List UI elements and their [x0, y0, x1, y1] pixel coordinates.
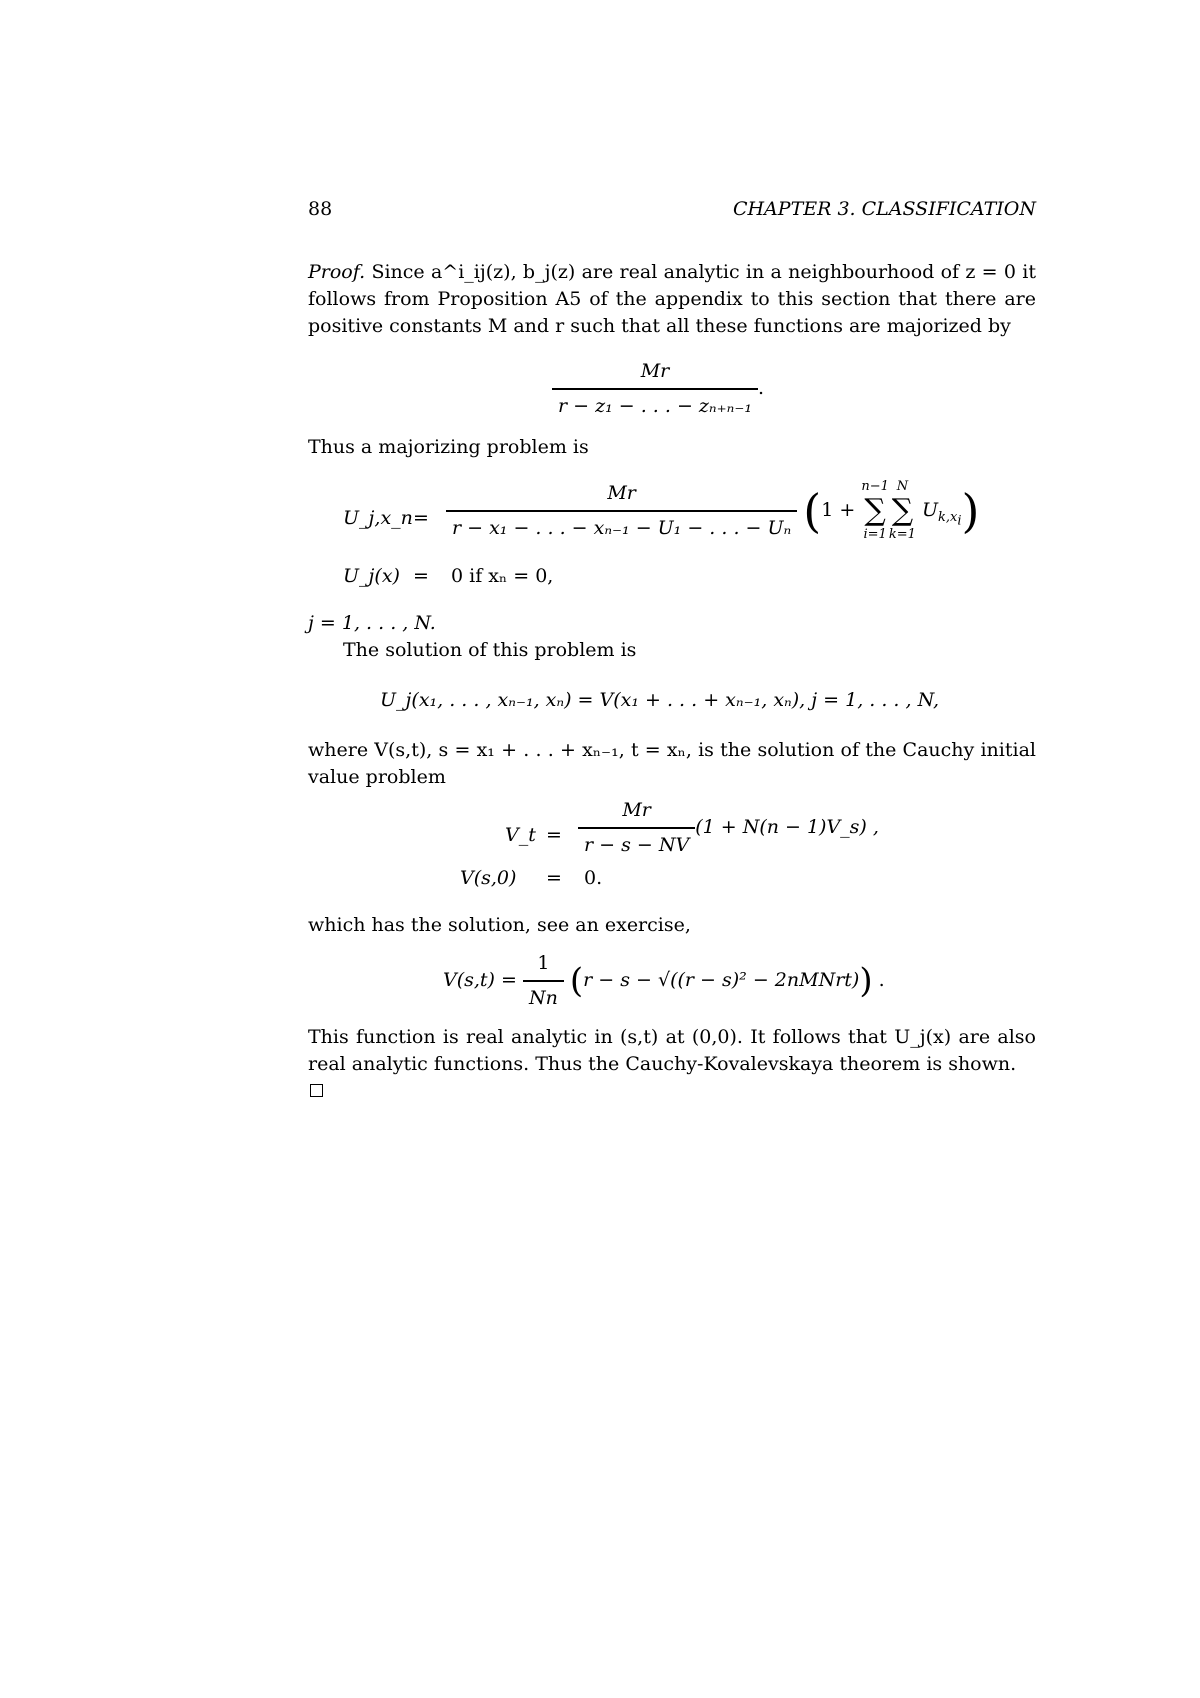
- majorizing-paragraph: Thus a majorizing problem is: [308, 436, 589, 458]
- majorant-numerator: Mr: [640, 360, 670, 382]
- cauchy-rhs-1: [578, 797, 879, 859]
- system-lhs-1: U_j,x_n: [343, 507, 413, 529]
- qed-square-icon: [310, 1084, 323, 1097]
- cauchy-denominator: r − s − NV: [578, 827, 695, 859]
- system-numerator: Mr: [607, 482, 636, 504]
- sum-upper-k: N: [896, 479, 909, 494]
- majorant-display: [552, 358, 764, 420]
- system-rhs-2: 0 if xₙ = 0,: [451, 565, 554, 587]
- sigma-icon: ∑: [891, 493, 914, 528]
- sum-operator-i: [861, 478, 889, 544]
- one-plus: 1 +: [821, 499, 856, 521]
- index-range: j = 1, . . . , N.: [308, 612, 436, 634]
- sum-operator-k: [889, 478, 916, 544]
- sum-upper-i: n−1: [861, 479, 889, 494]
- cauchy-fraction: [578, 797, 695, 859]
- proof-label: Proof.: [308, 261, 366, 283]
- cauchy-numerator: Mr: [622, 799, 651, 821]
- system-rhs-1: [446, 478, 979, 544]
- majorant-period: .: [758, 377, 765, 399]
- solution-numerator: 1: [537, 952, 550, 974]
- solution-denominator: Nn: [523, 980, 564, 1012]
- sum-lower-k: k=1: [888, 527, 916, 542]
- solution-body: r − s − √((r − s)² − 2nMNrt): [583, 969, 860, 991]
- solution-intro: The solution of this problem is: [343, 639, 637, 661]
- cauchy-lhs-2: V(s,0): [460, 867, 517, 889]
- cauchy-eq-1: =: [546, 824, 562, 846]
- cauchy-tail: (1 + N(n − 1)V_s) ,: [695, 816, 879, 838]
- sum-term: $U_{k,x_i}$: [921, 499, 962, 529]
- sum-lower-i: i=1: [863, 527, 887, 542]
- system-eq-2: =: [413, 565, 429, 587]
- cauchy-rhs-2: 0.: [584, 867, 603, 889]
- majorant-denominator: r − z₁ − . . . − zₙ₊ₙ₋₁: [552, 388, 758, 420]
- system-fraction: [446, 480, 797, 542]
- sigma-icon: ∑: [864, 493, 886, 528]
- left-paren: (: [803, 484, 822, 538]
- proof-intro-text: Since a^i_ij(z), b_j(z) are real analytic in a neighbourhood of z = 0 it follows from Proposition A5 of the appendix to this section that there are positive constants M and r such that all these functions are majorized by: [308, 261, 1036, 337]
- system-lhs-2: U_j(x): [343, 565, 400, 587]
- solution-equation: U_j(x₁, . . . , xₙ₋₁, xₙ) = V(x₁ + . . . + xₙ₋₁, xₙ), j = 1, . . . , N,: [380, 689, 940, 711]
- solution-lhs: V(s,t) =: [443, 969, 517, 991]
- exercise-text: which has the solution, see an exercise,: [308, 914, 691, 936]
- running-title: CHAPTER 3. CLASSIFICATION: [732, 198, 1036, 220]
- right-paren: ): [859, 961, 873, 1001]
- solution-fraction: [523, 950, 564, 1012]
- cauchy-eq-2: =: [546, 867, 562, 889]
- conclusion-paragraph: This function is real analytic in (s,t) at (0,0). It follows that U_j(x) are also real analytic functions. Thus the Cauchy-Kovalevskaya theorem is shown.: [308, 1026, 1036, 1075]
- right-paren: ): [961, 484, 980, 538]
- proof-intro-paragraph: [308, 259, 1036, 340]
- system-denominator: r − x₁ − . . . − xₙ₋₁ − U₁ − . . . − Uₙ: [446, 510, 797, 542]
- cauchy-lhs-1: V_t: [505, 824, 536, 846]
- page-number: 88: [308, 198, 333, 220]
- majorant-fraction: [552, 358, 758, 420]
- system-eq-1: =: [413, 507, 429, 529]
- where-paragraph: where V(s,t), s = x₁ + . . . + xₙ₋₁, t = xₙ, is the solution of the Cauchy initial value problem: [308, 739, 1036, 788]
- left-paren: (: [569, 961, 584, 1001]
- explicit-solution: V(s,t) = $\frac{1}{Nn}$ (r − s − √((r − s)² − 2nMNrt)) .: [443, 950, 885, 1012]
